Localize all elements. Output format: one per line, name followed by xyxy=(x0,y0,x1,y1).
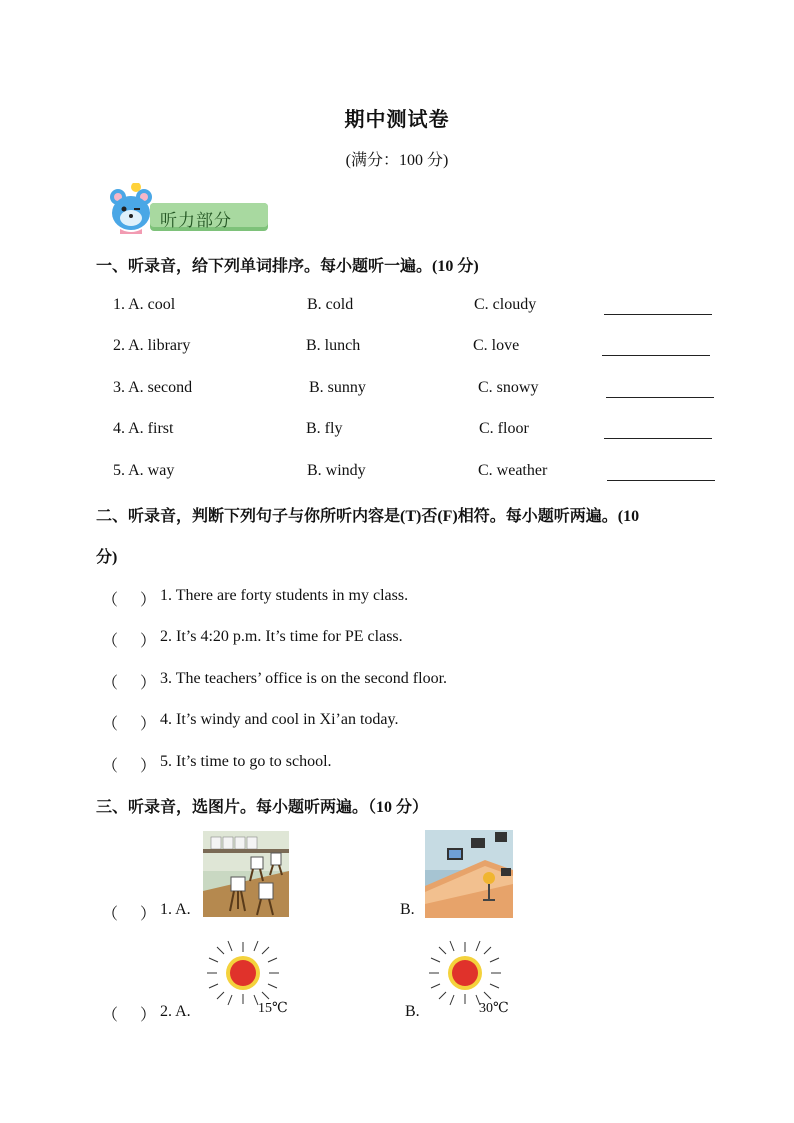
s1-q2-answer-blank[interactable] xyxy=(602,355,710,356)
computer-room-icon[interactable] xyxy=(425,830,513,918)
section-2-heading: 二、听录音，判断下列句子与你所听内容是(T)否(F)相符。每小题听两遍。(10 xyxy=(96,508,640,525)
s2-q4-answer-paren[interactable]: （ ） xyxy=(102,716,157,733)
section-1-heading: 一、听录音，给下列单词排序。每小题听一遍。(10 分) xyxy=(96,258,479,275)
badge-label: 听力部分 xyxy=(160,211,232,231)
listening-section-badge xyxy=(98,183,270,235)
s1-q2-b: B. lunch xyxy=(306,337,361,354)
art-room-easels-icon[interactable] xyxy=(203,831,289,917)
s1-q1-answer-blank[interactable] xyxy=(604,314,712,315)
s2-q5-answer-paren[interactable]: （ ） xyxy=(102,758,157,775)
sun-icon[interactable] xyxy=(203,938,283,1008)
s3-q1-answer-paren[interactable]: （ ） xyxy=(102,906,157,923)
s3-q2-b-temperature: 30℃ xyxy=(479,1001,509,1016)
s2-q2-answer-paren[interactable]: （ ） xyxy=(102,633,157,650)
s1-q1-b: B. cold xyxy=(307,296,354,313)
s1-q5-a: 5. A. way xyxy=(113,462,175,479)
s1-q2-c: C. love xyxy=(473,337,520,354)
s1-q3-c: C. snowy xyxy=(478,379,539,396)
page-subtitle: (满分：100 分) xyxy=(345,152,449,169)
s3-q2-a-temperature: 15℃ xyxy=(258,1001,288,1016)
s1-q5-c: C. weather xyxy=(478,462,548,479)
s3-q2-label: 2. A. xyxy=(160,1003,191,1020)
s1-q5-b: B. windy xyxy=(307,462,366,479)
s3-q1-label: 1. A. xyxy=(160,901,191,918)
s3-q1-option-b-label: B. xyxy=(400,901,415,918)
s2-q3-text: 3. The teachers’ office is on the second floor. xyxy=(160,670,448,687)
s2-q5-text: 5. It’s time to go to school. xyxy=(160,753,332,770)
page-title: 期中测试卷 xyxy=(344,109,450,131)
s2-q1-answer-paren[interactable]: （ ） xyxy=(102,592,157,609)
s2-q2-text: 2. It’s 4:20 p.m. It’s time for PE class. xyxy=(160,628,403,645)
section-3-heading: 三、听录音，选图片。每小题听两遍。（10 分） xyxy=(96,799,429,816)
s3-q2-option-b-label: B. xyxy=(405,1003,420,1020)
s1-q1-a: 1. A. cool xyxy=(113,296,176,313)
s1-q3-a: 3. A. second xyxy=(113,379,193,396)
s1-q2-a: 2. A. library xyxy=(113,337,191,354)
s1-q4-c: C. floor xyxy=(479,420,529,437)
s1-q3-answer-blank[interactable] xyxy=(606,397,714,398)
s3-q2-answer-paren[interactable]: （ ） xyxy=(102,1007,157,1024)
s1-q1-c: C. cloudy xyxy=(474,296,537,313)
s2-q1-text: 1. There are forty students in my class. xyxy=(160,587,409,604)
s2-q4-text: 4. It’s windy and cool in Xi’an today. xyxy=(160,711,399,728)
s1-q3-b: B. sunny xyxy=(309,379,366,396)
s1-q4-b: B. fly xyxy=(306,420,343,437)
s1-q5-answer-blank[interactable] xyxy=(607,480,715,481)
s2-q3-answer-paren[interactable]: （ ） xyxy=(102,675,157,692)
s1-q4-answer-blank[interactable] xyxy=(604,438,712,439)
section-2-heading-cont: 分) xyxy=(96,549,118,566)
s1-q4-a: 4. A. first xyxy=(113,420,174,437)
sun-icon[interactable] xyxy=(425,938,505,1008)
